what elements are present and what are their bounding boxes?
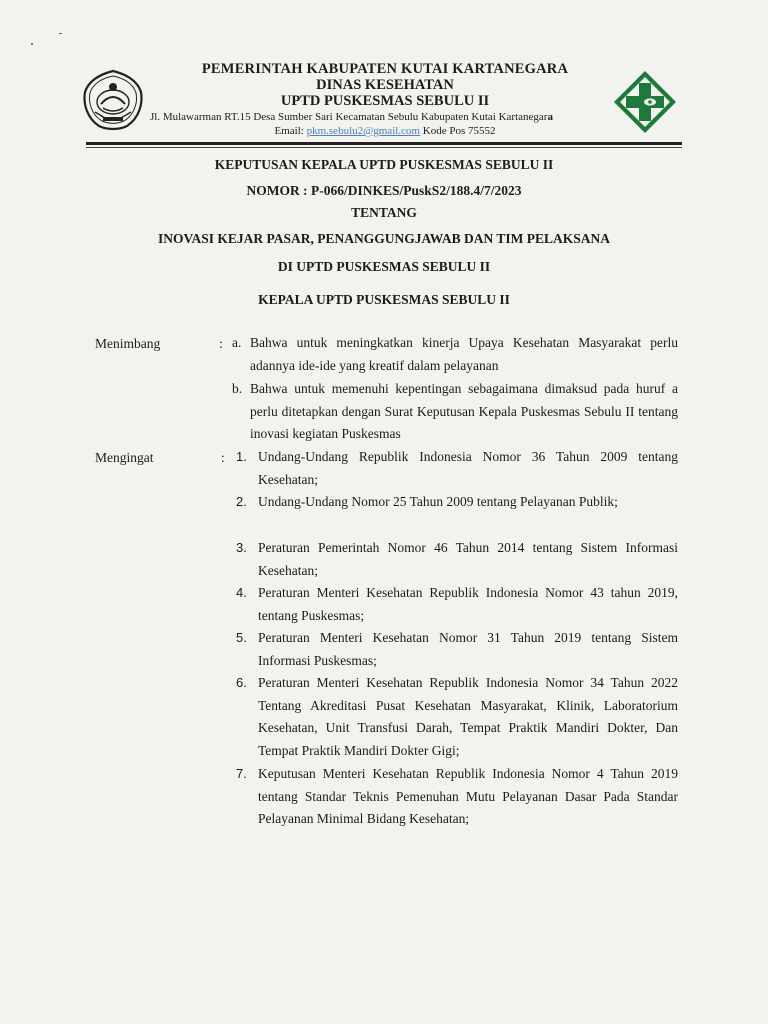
letterhead-government: PEMERINTAH KABUPATEN KUTAI KARTANEGARA: [201, 61, 569, 77]
item-marker: 6.: [236, 675, 247, 690]
mengingat-item-4: [236, 582, 678, 627]
item-marker: 7.: [236, 766, 247, 781]
mengingat-item-3: [236, 537, 678, 582]
decree-subject-line2: DI UPTD PUSKESMAS SEBULU II: [277, 259, 491, 274]
letterhead-unit: UPTD PUSKESMAS SEBULU II: [280, 93, 490, 109]
mengingat-item-1: [236, 446, 678, 491]
mengingat-colon: :: [221, 450, 225, 465]
decree-official: KEPALA UPTD PUSKESMAS SEBULU II: [258, 292, 510, 307]
menimbang-colon: :: [219, 336, 223, 351]
item-marker: 4.: [236, 585, 247, 600]
menimbang-label: Menimbang: [95, 336, 161, 351]
mengingat-item-6: [236, 672, 678, 762]
item-marker: 2.: [236, 494, 247, 509]
letterhead: [150, 61, 620, 137]
item-text: Bahwa untuk meningkatkan kinerja Upaya Kesehatan Masyarakat perlu adannya ide-ide yang kreatif dalam pelayanan: [250, 335, 678, 373]
item-text: Peraturan Menteri Kesehatan Republik Indonesia Nomor 34 Tahun 2022 Tentang Akreditasi Pusat Kesehatan Masyarakat, Klinik, Laboratorium Kesehatan, Unit Transfusi Darah, Tempat Praktik Mandiri Dokter, Dan Tempat Praktik Mandiri Dokter Gigi;: [258, 675, 678, 758]
decree-subject-line1: INOVASI KEJAR PASAR, PENANGGUNGJAWAB DAN TIM PELAKSANA: [158, 231, 610, 246]
letterhead-divider-thick: [86, 142, 682, 145]
email-link[interactable]: pkm.sebulu2@gmail.com: [306, 125, 420, 137]
postal-code: Kode Pos 75552: [422, 125, 496, 137]
item-marker: a.: [232, 335, 242, 350]
item-text: Keputusan Menteri Kesehatan Republik Indonesia Nomor 4 Tahun 2019 tentang Standar Teknis Pemenuhan Mutu Pelayanan Dasar Pada Standar Pelayanan Minimal Bidang Kesehatan;: [258, 766, 678, 826]
item-marker: 1.: [236, 449, 247, 464]
email-label: Email:: [274, 125, 304, 137]
item-text: Undang-Undang Nomor 25 Tahun 2009 tentang Pelayanan Publik;: [258, 494, 618, 509]
item-text: Peraturan Pemerintah Nomor 46 Tahun 2014 tentang Sistem Informasi Kesehatan;: [258, 540, 678, 578]
letterhead-contact: [150, 125, 620, 138]
decree-about: TENTANG: [351, 205, 417, 220]
puskesmas-logo-icon: [612, 69, 678, 135]
scan-speck: [31, 43, 33, 45]
item-marker: b.: [232, 381, 243, 396]
item-text: Bahwa untuk memenuhi kepentingan sebagaimana dimaksud pada huruf a perlu ditetapkan dengan Surat Keputusan Kepala Puskesmas Sebulu II tentang inovasi kegiatan Puskesmas: [250, 381, 678, 441]
mengingat-item-2: [236, 491, 678, 514]
mengingat-label: Mengingat: [95, 450, 154, 465]
menimbang-item-b: [232, 378, 678, 446]
decree-number: NOMOR : P-066/DINKES/PuskS2/188.4/7/2023: [246, 183, 522, 198]
letterhead-address: Jl. Mulawarman RT.15 Desa Sumber Sari Kecamatan Sebulu Kabupaten Kutai Kartanegara: [150, 111, 553, 123]
item-text: Undang-Undang Republik Indonesia Nomor 36 Tahun 2009 tentang Kesehatan;: [258, 449, 678, 487]
menimbang-item-a: [232, 332, 678, 377]
item-text: Peraturan Menteri Kesehatan Nomor 31 Tahun 2019 tentang Sistem Informasi Puskesmas;: [258, 630, 678, 668]
letterhead-department: DINAS KESEHATAN: [316, 77, 454, 93]
kutai-kartanegara-emblem-icon: [81, 68, 145, 132]
item-marker: 5.: [236, 630, 247, 645]
item-marker: 3.: [236, 540, 247, 555]
item-text: Peraturan Menteri Kesehatan Republik Indonesia Nomor 43 tahun 2019, tentang Puskesmas;: [258, 585, 678, 623]
decree-heading: KEPUTUSAN KEPALA UPTD PUSKESMAS SEBULU II: [214, 157, 554, 172]
letterhead-divider-thin: [86, 147, 682, 148]
mengingat-item-5: [236, 627, 678, 672]
scan-speck: [59, 33, 62, 34]
mengingat-item-7: [236, 763, 678, 831]
